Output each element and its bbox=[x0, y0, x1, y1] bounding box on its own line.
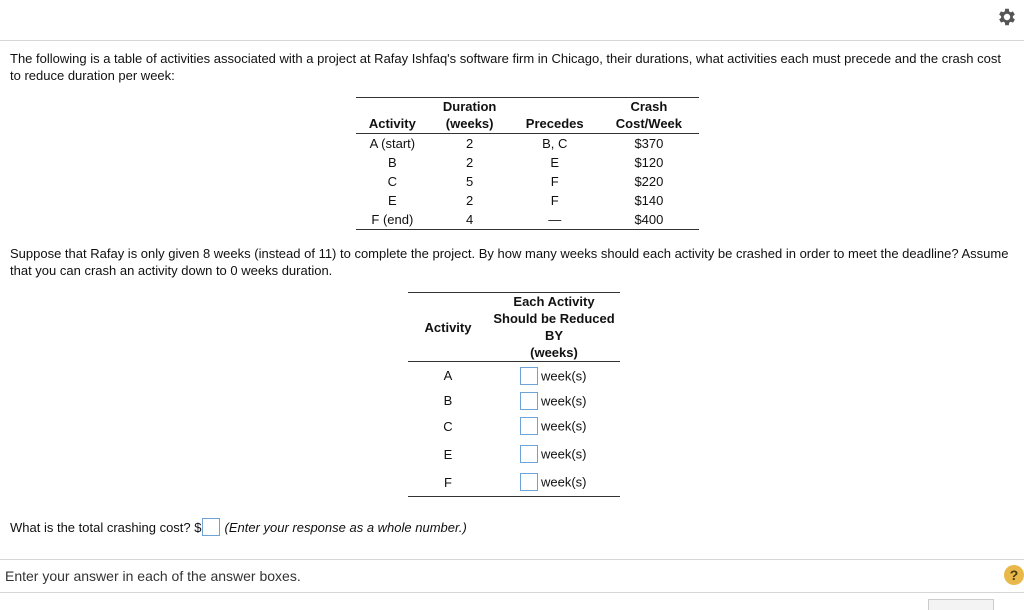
answer-cell bbox=[488, 468, 620, 497]
page-tab[interactable] bbox=[928, 599, 994, 610]
cell-precedes: — bbox=[548, 212, 562, 227]
header-duration-line2: (weeks) bbox=[445, 116, 494, 131]
question-text: Suppose that Rafay is only given 8 weeks (instead of 11) to complete the project. By how many weeks should each activity be crashed in order to meet the deadline? Assume that you can crash an activity down to 0 weeks duration. bbox=[10, 246, 1009, 278]
intro-text: The following is a table of activities associated with a project at Rafay Ishfaq's software firm in Chicago, their durations, what activities each must precede and the crash cost to reduce duration per week: bbox=[10, 51, 1001, 83]
total-cost-input[interactable] bbox=[202, 518, 220, 536]
unit-label: week(s) bbox=[541, 368, 587, 383]
header-crash-line2: Cost/Week bbox=[615, 116, 683, 131]
header-duration bbox=[429, 98, 511, 134]
activities-table-header bbox=[356, 98, 699, 134]
answer-activity-label: E bbox=[443, 446, 453, 462]
cell-precedes: E bbox=[550, 155, 560, 170]
header-crash-cost bbox=[599, 98, 699, 134]
table-row bbox=[356, 172, 699, 191]
cell-crash-cost: $370 bbox=[634, 136, 664, 151]
bottom-divider bbox=[0, 559, 1024, 560]
cell-duration: 2 bbox=[466, 136, 474, 151]
cost-hint: (Enter your response as a whole number.) bbox=[224, 520, 467, 535]
answer-input-b[interactable] bbox=[520, 392, 538, 410]
cost-question bbox=[10, 518, 467, 536]
cell-duration: 2 bbox=[466, 155, 474, 170]
cell-activity: A (start) bbox=[369, 136, 416, 151]
header-duration-line1: Duration bbox=[442, 99, 497, 114]
answer-cell bbox=[488, 362, 620, 390]
answer-header-line3: BY bbox=[544, 328, 564, 343]
answer-table-header bbox=[408, 293, 620, 362]
cell-precedes: F bbox=[550, 174, 559, 189]
answer-cell bbox=[488, 440, 620, 468]
answer-input-e[interactable] bbox=[520, 445, 538, 463]
unit-label: week(s) bbox=[541, 474, 587, 490]
answer-activity-label: A bbox=[443, 368, 453, 383]
answer-row bbox=[408, 468, 620, 497]
answer-activity-label: C bbox=[443, 418, 453, 434]
answer-cell bbox=[488, 412, 620, 440]
footer-divider bbox=[0, 592, 1024, 593]
answer-header-line1: Each Activity bbox=[513, 294, 595, 309]
cost-prompt: What is the total crashing cost? $ bbox=[10, 520, 202, 535]
answer-input-a[interactable] bbox=[520, 367, 538, 385]
answer-activity-label: B bbox=[443, 393, 453, 408]
cell-duration: 4 bbox=[466, 212, 474, 227]
answer-header-line4: (weeks) bbox=[530, 345, 578, 360]
header-precedes: Precedes bbox=[525, 116, 584, 131]
answer-header-line2: Should be Reduced bbox=[493, 311, 615, 326]
header-activity: Activity bbox=[368, 116, 416, 131]
answer-activity-label: F bbox=[444, 474, 452, 490]
footer-instruction: Enter your answer in each of the answer boxes. bbox=[5, 568, 301, 584]
cell-precedes: B, C bbox=[542, 136, 568, 151]
cell-activity: E bbox=[388, 193, 397, 208]
answer-row bbox=[408, 389, 620, 412]
answer-header-activity: Activity bbox=[424, 319, 472, 335]
cell-duration: 2 bbox=[466, 193, 474, 208]
table-row bbox=[356, 134, 699, 154]
cell-activity: C bbox=[387, 174, 398, 189]
cell-duration: 5 bbox=[466, 174, 474, 189]
answer-cell bbox=[488, 389, 620, 412]
cell-crash-cost: $220 bbox=[634, 174, 664, 189]
activities-table bbox=[356, 97, 699, 230]
cell-crash-cost: $140 bbox=[634, 193, 664, 208]
cell-activity: F (end) bbox=[371, 212, 414, 227]
unit-label: week(s) bbox=[541, 393, 587, 408]
answer-input-f[interactable] bbox=[520, 473, 538, 491]
cell-crash-cost: $400 bbox=[634, 212, 664, 227]
answer-row bbox=[408, 440, 620, 468]
cell-crash-cost: $120 bbox=[634, 155, 664, 170]
cell-precedes: F bbox=[550, 193, 559, 208]
table-row bbox=[356, 153, 699, 172]
answer-header-reduce bbox=[488, 293, 620, 362]
answer-table bbox=[408, 292, 620, 497]
answer-row bbox=[408, 412, 620, 440]
unit-label: week(s) bbox=[541, 446, 587, 462]
cell-activity: B bbox=[388, 155, 397, 170]
table-row bbox=[356, 191, 699, 210]
help-icon[interactable]: ? bbox=[1004, 565, 1024, 585]
header-crash-line1: Crash bbox=[630, 99, 668, 114]
unit-label: week(s) bbox=[541, 418, 587, 434]
table-row bbox=[356, 210, 699, 230]
gear-icon[interactable] bbox=[996, 6, 1018, 28]
answer-row bbox=[408, 362, 620, 390]
top-divider bbox=[0, 40, 1024, 41]
answer-input-c[interactable] bbox=[520, 417, 538, 435]
